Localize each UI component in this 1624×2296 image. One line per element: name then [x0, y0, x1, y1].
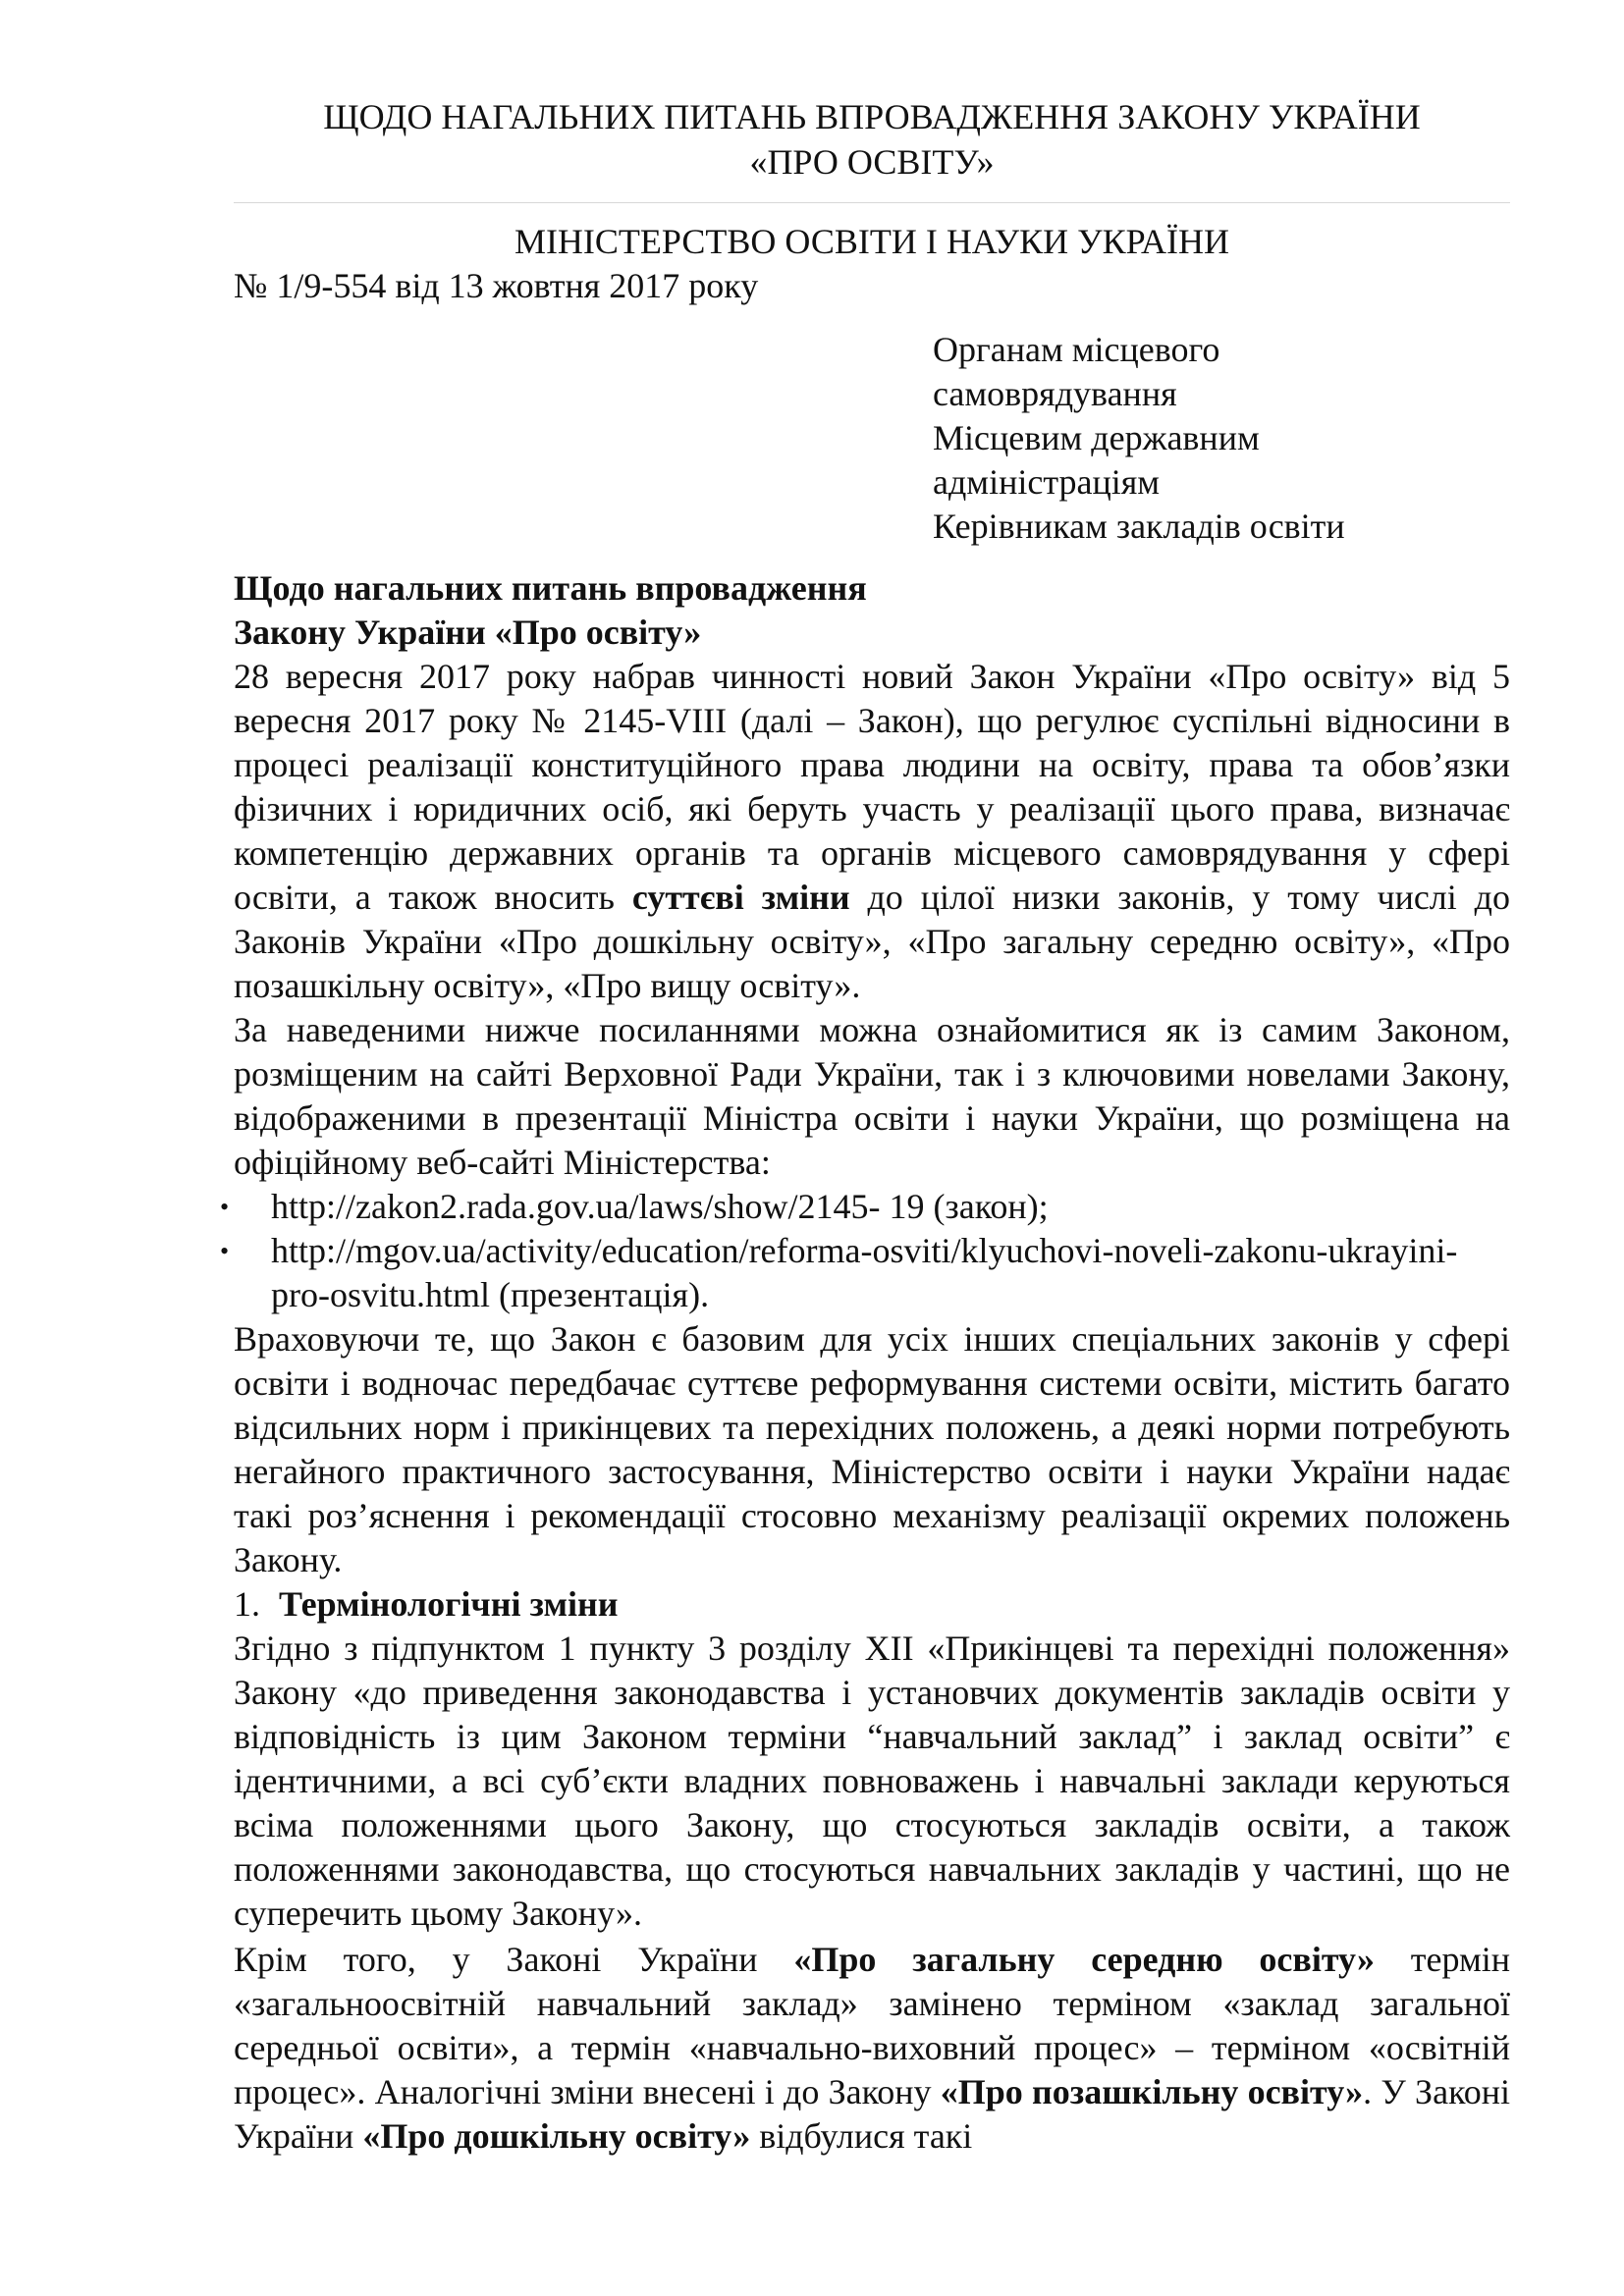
letter-subject [234, 566, 1510, 655]
paragraph-text: Крім того, у Законі України [234, 1940, 794, 1979]
title-divider [234, 202, 1510, 203]
paragraph-text: 28 вересня 2017 року набрав чинності новий Закон України «Про освіту» від 5 вересня 2017 року № 2145-VIII (далі – Закон), що регулює суспільні відносини в процесі реалізації конституційного права людини на освіту, права та обов’язки фізичних і юридичних осіб, які беруть участь у реалізації цього права, визначає компетенцію державних органів та органів місцевого самоврядування у сфері освіти, а також вносить [234, 657, 1510, 917]
addressees-block [933, 328, 1510, 549]
paragraph-text: до цілої низки законів, у тому числі до Законів України «Про дошкільну освіту», «Про загальну середню освіту», «Про позашкільну освіту», «Про вищу освіту». [234, 878, 1510, 1005]
title-line-2: «ПРО ОСВІТУ» [749, 142, 995, 182]
section-number: 1. [234, 1584, 260, 1624]
bullet-icon: • [220, 1193, 230, 1221]
emphasis-text: «Про загальну середню освіту» [793, 1940, 1375, 1979]
paragraph-text: термін «загальноосвітній навчальний заклад» замінено терміном «заклад загальної середньої освіти», а термін «навчально-виховний процес» – терміном «освітній процес». Аналогічні зміни внесені і до Закону [234, 1940, 1511, 2111]
ministry-name: МІНІСТЕРСТВО ОСВІТИ І НАУКИ УКРАЇНИ [514, 222, 1230, 261]
document-page [220, 94, 1511, 2159]
links-list [220, 1185, 1510, 1317]
paragraph-law-changes [234, 1938, 1510, 2159]
paragraph-terminology: Згідно з підпунктом 1 пункту 3 розділу XII «Прикінцеві та перехідні положення» Закону «до приведення законодавства і установчих документів закладів освіти у відповідність із цим Законом терміни “навчальний заклад” і заклад освіти” є ідентичними, а всі суб’єкти владних повноважень і навчальні заклади керуються всіма положеннями цього Закону, що стосуються закладів освіти, а також положеннями законодавства, що стосуються навчальних закладів у частині, що не суперечить цьому Закону». [234, 1629, 1510, 1933]
bullet-icon: • [220, 1237, 230, 1265]
section-heading [234, 1582, 1510, 1627]
paragraph-text: . У Законі України [234, 2072, 1511, 2156]
title-line-1: ЩОДО НАГАЛЬНИХ ПИТАНЬ ВПРОВАДЖЕННЯ ЗАКОНУ УКРАЇНИ [323, 97, 1421, 136]
emphasis-text: «Про позашкільну освіту» [940, 2072, 1364, 2111]
addressee-line: самоврядування [933, 374, 1177, 413]
emphasis-text: суттєві зміни [631, 878, 850, 917]
paragraph-links-intro: За наведеними нижче посиланнями можна ознайомитися як із самим Законом, розміщеним на сайті Верховної Ради України, так і з ключовими новелами Закону, відображеними в презентації Міністра освіти і науки України, що розміщена на офіційному веб-сайті Міністерства: [234, 1010, 1510, 1182]
paragraph-intro [234, 655, 1510, 1008]
list-item [220, 1185, 1510, 1229]
emphasis-text: «Про дошкільну освіту» [362, 2116, 751, 2156]
document-title [234, 94, 1510, 185]
addressee-line: Керівникам закладів освіти [933, 507, 1345, 546]
subject-line-2: Закону України «Про освіту» [234, 613, 702, 652]
paragraph-text: відбулися такі [750, 2116, 973, 2156]
presentation-link[interactable]: http://mgov.ua/activity/education/reforma-osviti/klyuchovi-noveli-zakonu-ukrayini-pro-osvitu.html (презентація). [271, 1231, 1458, 1314]
document-number: № 1/9-554 від 13 жовтня 2017 року [234, 266, 759, 305]
addressee-line: Місцевим державним [933, 418, 1260, 457]
paragraph-clarifications: Враховуючи те, що Закон є базовим для усіх інших спеціальних законів у сфері освіти і водночас передбачає суттєве реформування системи освіти, містить багато відсильних норм і прикінцевих та перехідних положень, а деякі норми потребують негайного практичного застосування, Міністерство освіти і науки України надає такі роз’яснення і рекомендації стосовно механізму реалізації окремих положень Закону. [234, 1319, 1510, 1579]
subject-line-1: Щодо нагальних питань впровадження [234, 568, 867, 608]
list-item [220, 1229, 1510, 1317]
addressee-line: Органам місцевого [933, 330, 1220, 369]
section-title: Термінологічні зміни [279, 1584, 619, 1624]
addressee-line: адміністраціям [933, 462, 1161, 502]
law-link[interactable]: http://zakon2.rada.gov.ua/laws/show/2145- 19 (закон); [271, 1187, 1049, 1226]
